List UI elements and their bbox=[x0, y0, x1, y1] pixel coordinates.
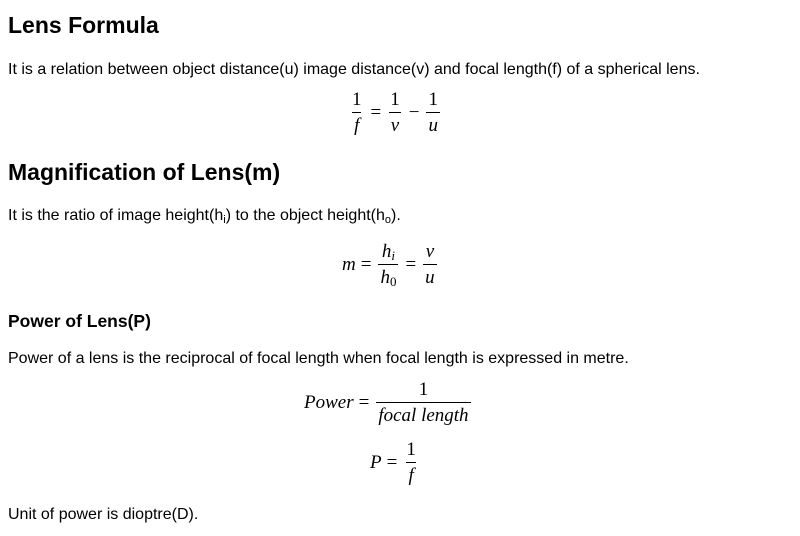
magnification-equation bbox=[342, 241, 439, 288]
power-symbol: Power bbox=[304, 391, 354, 413]
equals-sign: = bbox=[386, 451, 398, 473]
equals-sign: = bbox=[360, 253, 372, 275]
lens-formula-heading: Lens Formula bbox=[8, 12, 159, 38]
magnification-symbol: m bbox=[342, 253, 356, 275]
fraction-one-over-f: $\frac{1}{f}$ bbox=[406, 439, 416, 486]
lens-formula-equation bbox=[348, 89, 442, 136]
fraction-v-over-u: $\frac{v}{u}$ bbox=[425, 241, 435, 288]
magnification-description: It is the ratio of image $height(h_i)$ to the object $height(h_o)$. bbox=[8, 207, 401, 226]
fraction-one-over-v: $\frac{1}{v}$ bbox=[390, 89, 400, 136]
fraction-hi-over-h0: $\frac{h_i}{h_0}$ bbox=[380, 241, 397, 289]
lens-formula-description: It is a relation between object distance(u) image distance(v) and focal length(f) of a spherical lens. bbox=[8, 61, 700, 78]
power-unit-text: Unit of power is dioptre(D). bbox=[8, 506, 199, 523]
fraction-one-over-f: $\frac{1}{f}$ bbox=[352, 89, 362, 136]
equals-sign: = bbox=[358, 391, 370, 413]
fraction-one-over-focal-length: $\frac{1}{\text{focal length}}$ bbox=[378, 379, 469, 426]
power-description: Power of a lens is the reciprocal of focal length when focal length is expressed in metre. bbox=[8, 350, 629, 367]
equals-sign: = bbox=[405, 253, 417, 275]
fraction-one-over-u: $\frac{1}{u}$ bbox=[428, 89, 438, 136]
minus-sign: − bbox=[408, 101, 420, 123]
power-heading: Power of Lens(P) bbox=[8, 311, 151, 331]
p-symbol: P bbox=[370, 451, 382, 473]
magnification-heading: Magnification of Lens(m) bbox=[8, 159, 281, 185]
power-equation bbox=[304, 379, 473, 426]
equals-sign: = bbox=[370, 101, 382, 123]
power-p-equation bbox=[370, 439, 420, 486]
